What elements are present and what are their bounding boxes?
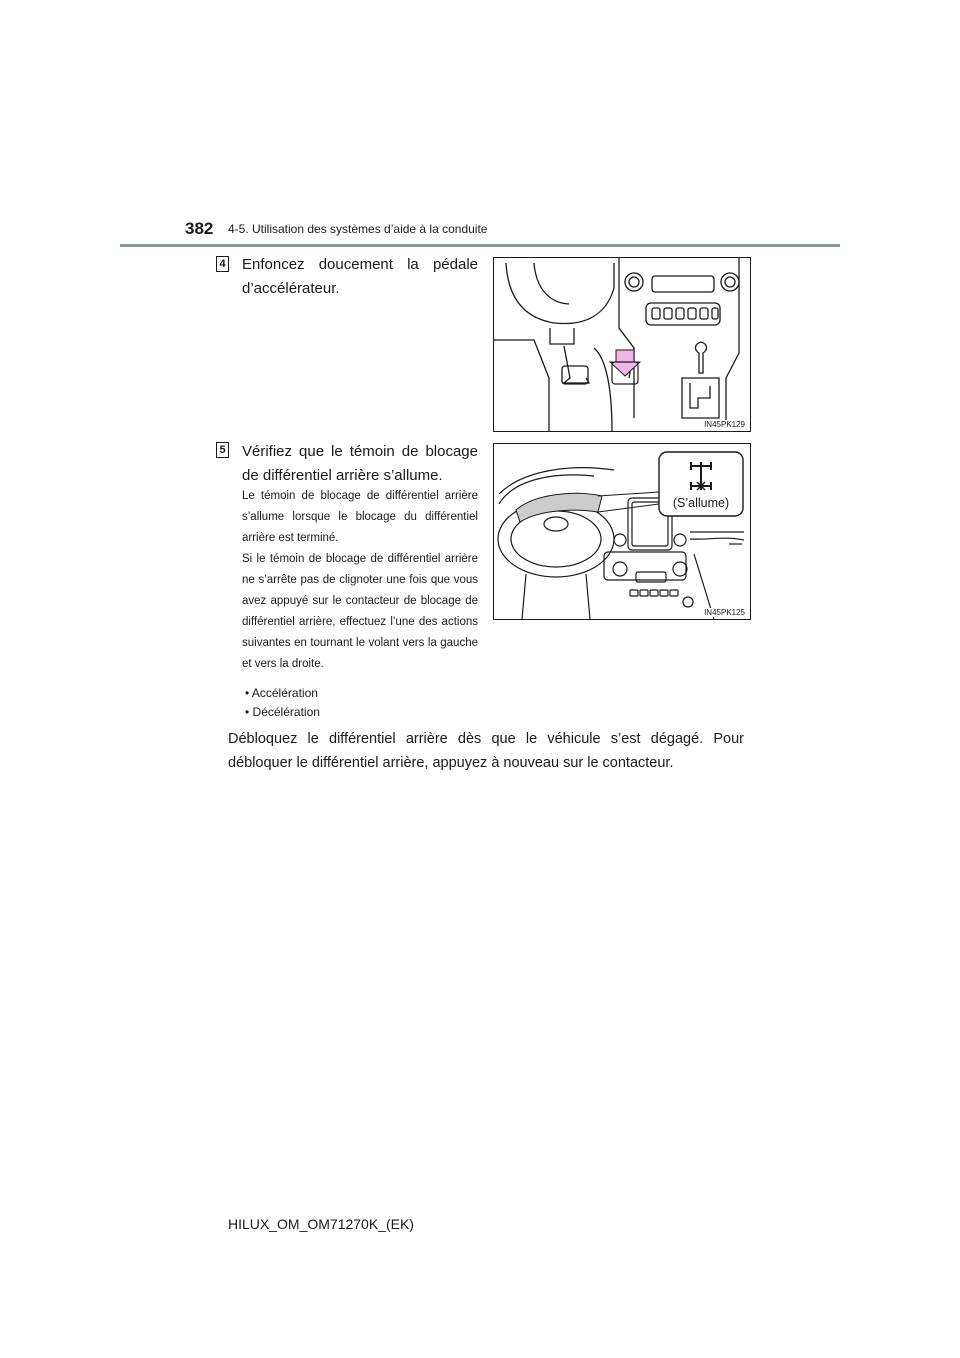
figure-code: IN45PK125 xyxy=(704,608,745,617)
note-paragraph: Le témoin de blocage de différentiel arrière s’allume lorsque le blocage du différentiel arrière est terminé. xyxy=(242,490,478,544)
bullet-item: • Décélération xyxy=(245,705,320,719)
section-title: 4-5. Utilisation des systèmes d’aide à la conduite xyxy=(228,222,488,236)
page-number: 382 xyxy=(185,219,214,238)
figure-code: IN45PK129 xyxy=(704,420,745,429)
bullet-item: • Accélération xyxy=(245,686,318,700)
figure-callout-label: (S’allume) xyxy=(672,496,730,510)
figure-accelerator-pedal xyxy=(493,257,751,432)
final-paragraph: Débloquez le différentiel arrière dès que le véhicule s’est dégagé. Pour débloquer le différentiel arrière, appuyez à nouveau sur le contacteur. xyxy=(228,731,744,771)
step-5-text: Vérifiez que le témoin de blocage de différentiel arrière s’allume. xyxy=(242,443,478,484)
step-number-4: 4 xyxy=(216,256,229,272)
step-number-5: 5 xyxy=(216,442,229,458)
pedal-arrow-icon xyxy=(610,350,640,384)
step-4-text: Enfoncez doucement la pédale d’accélérateur. xyxy=(242,256,478,297)
dashboard-indicator-illustration xyxy=(494,444,750,619)
header-divider xyxy=(120,244,840,247)
note-paragraph: Si le témoin de blocage de différentiel arrière ne s’arrête pas de clignoter une fois que vous avez appuyé sur le contacteur de blocage de différentiel arrière, effectuez l’une des actions suivantes en tournant le volant vers la gauche et vers la droite. xyxy=(242,553,478,670)
footer-doc-code: HILUX_OM_OM71270K_(EK) xyxy=(228,1216,414,1232)
dashboard-pedal-illustration xyxy=(494,258,750,431)
figure-rear-diff-indicator xyxy=(493,443,751,620)
